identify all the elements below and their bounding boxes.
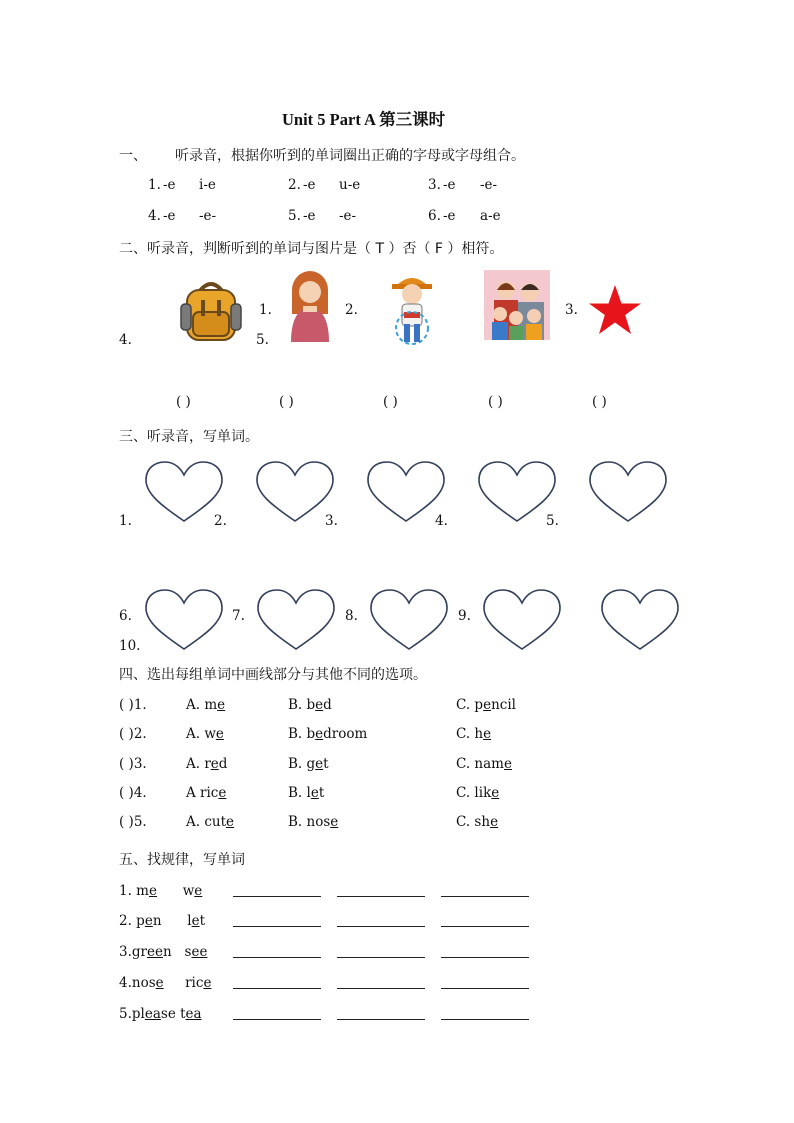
heart-answer-box[interactable]: [256, 588, 336, 652]
heart-label: 4.: [435, 513, 448, 529]
answer-blank[interactable]: [337, 926, 425, 927]
answer-blank[interactable]: [441, 896, 529, 897]
section1-heading: 听录音，根据你听到的单词圈出正确的字母或字母组合。: [175, 148, 525, 164]
backpack-picture: [177, 278, 245, 342]
answer-paren[interactable]: ( )4.: [119, 785, 147, 801]
option-a: A. red: [186, 756, 228, 772]
answer-paren[interactable]: ( )1.: [119, 697, 147, 713]
answer-paren[interactable]: ( )3.: [119, 756, 147, 772]
heart-answer-box[interactable]: [366, 460, 446, 524]
heart-label: 8.: [345, 608, 358, 624]
option-c: C. she: [456, 814, 499, 830]
heart-answer-box[interactable]: [369, 588, 449, 652]
option-b: B. bedroom: [288, 726, 368, 742]
heart-label: 5.: [546, 513, 559, 529]
option-c: C. name: [456, 756, 512, 772]
section4-heading: 四、选出每组单词中画线部分与其他不同的选项。: [119, 667, 427, 683]
heart-label: 9.: [458, 608, 471, 624]
section2-label: 4.: [119, 332, 132, 348]
heart-answer-box[interactable]: [255, 460, 335, 524]
answer-paren[interactable]: ( )2.: [119, 726, 147, 742]
heart-answer-box[interactable]: [600, 588, 680, 652]
heart-answer-box[interactable]: [144, 588, 224, 652]
heart-label: 2.: [214, 513, 227, 529]
option-b: B. get: [288, 756, 329, 772]
heart-answer-box[interactable]: [588, 460, 668, 524]
pattern-words: 3.green see: [119, 944, 208, 960]
heart-answer-box[interactable]: [477, 460, 557, 524]
answer-paren[interactable]: ( )5.: [119, 814, 147, 830]
heart-answer-box[interactable]: [482, 588, 562, 652]
answer-blank[interactable]: [441, 1019, 529, 1020]
option-a: A. we: [186, 726, 224, 742]
section5-heading: 五、找规律，写单词: [119, 852, 245, 868]
answer-paren[interactable]: ( ): [279, 394, 294, 410]
answer-blank[interactable]: [441, 988, 529, 989]
answer-blank[interactable]: [233, 926, 321, 927]
heart-label: 6.: [119, 608, 132, 624]
option-b: B. bed: [288, 697, 332, 713]
option-b: B. nose: [288, 814, 339, 830]
section2-label: 3.: [565, 302, 578, 318]
page-title: Unit 5 Part A 第三课时: [282, 110, 446, 129]
option-a: A rice: [186, 785, 227, 801]
option-b: B. let: [288, 785, 325, 801]
section2-label: 2.: [345, 302, 358, 318]
pattern-words: 5.please tea: [119, 1006, 202, 1022]
option-c: C. pencil: [456, 697, 516, 713]
pattern-words: 1. me we: [119, 883, 203, 899]
answer-blank[interactable]: [337, 896, 425, 897]
option-a: A. me: [186, 697, 226, 713]
answer-blank[interactable]: [233, 957, 321, 958]
option-a: A. cute: [186, 814, 235, 830]
star-icon: [588, 284, 642, 336]
section2-label: 1.: [259, 302, 272, 318]
girl-picture: [283, 270, 337, 342]
answer-paren[interactable]: ( ): [383, 394, 398, 410]
answer-blank[interactable]: [337, 957, 425, 958]
option-c: C. he: [456, 726, 492, 742]
answer-paren[interactable]: ( ): [176, 394, 191, 410]
section3-heading: 三、听录音，写单词。: [119, 429, 259, 445]
heart-label: 10.: [119, 638, 141, 654]
heart-label: 7.: [232, 608, 245, 624]
option-c: C. like: [456, 785, 500, 801]
pattern-words: 4.nose rice: [119, 975, 212, 991]
heart-answer-box[interactable]: [144, 460, 224, 524]
answer-blank[interactable]: [441, 957, 529, 958]
heart-label: 3.: [325, 513, 338, 529]
answer-blank[interactable]: [233, 988, 321, 989]
family-picture: [484, 270, 550, 340]
pattern-words: 2. pen let: [119, 913, 206, 929]
answer-paren[interactable]: ( ): [592, 394, 607, 410]
heart-label: 1.: [119, 513, 132, 529]
answer-blank[interactable]: [233, 1019, 321, 1020]
boy-picture: [382, 268, 442, 346]
answer-blank[interactable]: [337, 1019, 425, 1020]
section2-heading: 二、听录音，判断听到的单词与图片是（ T ）否（ F ）相符。: [119, 241, 504, 257]
section1-heading-num: 一、: [119, 148, 147, 164]
answer-paren[interactable]: ( ): [488, 394, 503, 410]
answer-blank[interactable]: [233, 896, 321, 897]
section2-label: 5.: [256, 332, 269, 348]
answer-blank[interactable]: [441, 926, 529, 927]
answer-blank[interactable]: [337, 988, 425, 989]
